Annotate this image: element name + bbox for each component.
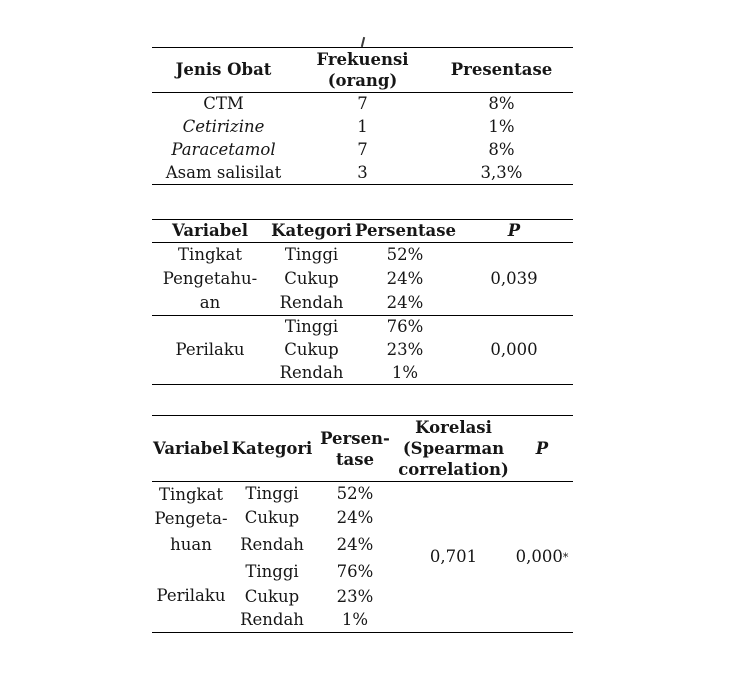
cell-kategori: Tinggi bbox=[284, 244, 339, 264]
table-row bbox=[152, 316, 573, 339]
column-header-kategori: Kategori bbox=[230, 416, 314, 482]
cell-frequency: 1 bbox=[357, 117, 368, 136]
header-line-orang: (orang) bbox=[327, 71, 398, 90]
column-header-persentase bbox=[314, 416, 396, 482]
cell-persentase: 52% bbox=[336, 483, 374, 503]
table-row-asam-salisilat bbox=[152, 162, 573, 185]
cell-persentase: 76% bbox=[355, 316, 455, 339]
column-header-jenis-obat: Jenis Obat bbox=[152, 48, 295, 93]
column-header-p: P bbox=[511, 416, 573, 482]
cell-kategori: Tinggi bbox=[245, 562, 299, 581]
cell-frequency: 3 bbox=[357, 162, 368, 182]
drug-table-body bbox=[152, 93, 573, 185]
cell-persentase: 52% bbox=[386, 244, 424, 264]
cell-drug-name: Paracetamol bbox=[171, 140, 276, 159]
cell-kategori: Cukup bbox=[284, 268, 339, 288]
correlation-table bbox=[152, 415, 573, 633]
cell-drug-name: Asam salisilat bbox=[165, 162, 282, 182]
cell-kategori: Rendah bbox=[279, 293, 344, 313]
cell-variable-perilaku: Perilaku bbox=[156, 585, 226, 605]
variable-line: Tingkat bbox=[159, 484, 223, 504]
header-line: (Spearman bbox=[402, 439, 505, 458]
cell-frequency: 7 bbox=[357, 140, 368, 159]
column-header-frekuensi bbox=[295, 48, 430, 93]
cell-percentage: 3,3% bbox=[480, 162, 523, 182]
cell-persentase: 24% bbox=[386, 268, 424, 288]
header-line: correlation) bbox=[398, 460, 509, 479]
header-line-frekuensi: Frekuensi bbox=[316, 50, 409, 69]
correlation-table-header bbox=[152, 416, 573, 482]
table-row bbox=[152, 482, 573, 506]
cell-drug-name: Cetirizine bbox=[182, 117, 265, 136]
cell-kategori: Rendah bbox=[240, 610, 304, 630]
cell-kategori: Cukup bbox=[284, 340, 339, 359]
stray-tick-mark bbox=[361, 37, 365, 47]
table-row bbox=[152, 243, 573, 267]
cell-p-value: 0,039 bbox=[490, 269, 538, 288]
variable-line: Tingkat bbox=[178, 245, 242, 264]
table-row-paracetamol bbox=[152, 139, 573, 162]
header-row bbox=[152, 48, 573, 93]
cell-kategori: Cukup bbox=[244, 586, 300, 606]
table-row-cetirizine bbox=[152, 116, 573, 139]
cell-drug-name: CTM bbox=[203, 94, 244, 114]
cell-persentase: 1% bbox=[341, 610, 369, 630]
cell-p-value bbox=[511, 482, 573, 633]
column-header-presentase: Presentase bbox=[430, 48, 573, 93]
table-row-ctm bbox=[152, 93, 573, 116]
variable-line: huan bbox=[170, 534, 212, 554]
cell-percentage: 8% bbox=[488, 94, 515, 114]
cell-variable-perilaku: Perilaku bbox=[152, 316, 268, 385]
cell-persentase: 1% bbox=[391, 362, 419, 382]
header-row bbox=[152, 416, 573, 482]
variable-line: an bbox=[199, 293, 221, 312]
cell-persentase: 24% bbox=[336, 507, 374, 527]
column-header-p: P bbox=[455, 220, 573, 243]
cell-variable-pengetahuan bbox=[152, 243, 268, 316]
cell-persentase: 24% bbox=[386, 293, 424, 313]
p-value-text: 0,000 bbox=[515, 547, 563, 566]
cell-kategori: Tinggi bbox=[245, 483, 299, 503]
column-header-persentase: Persentase bbox=[355, 220, 455, 243]
variable-percentage-table bbox=[152, 219, 573, 385]
cell-percentage: 1% bbox=[488, 117, 515, 136]
cell-kategori: Rendah bbox=[240, 534, 304, 554]
cell-persentase: 24% bbox=[336, 534, 374, 554]
variable-table-body bbox=[152, 243, 573, 385]
column-header-variabel: Variabel bbox=[152, 220, 268, 243]
cell-kategori: Rendah bbox=[279, 362, 344, 382]
header-line: Persen- bbox=[320, 428, 390, 448]
variable-table-header bbox=[152, 220, 573, 243]
drug-table-header bbox=[152, 48, 573, 93]
cell-kategori: Tinggi bbox=[268, 316, 355, 339]
column-header-variabel: Variabel bbox=[152, 416, 230, 482]
header-row bbox=[152, 220, 573, 243]
header-line: Korelasi bbox=[415, 418, 492, 437]
cell-persentase: 76% bbox=[336, 562, 374, 581]
cell-variable-pengetahuan bbox=[152, 482, 230, 560]
cell-persentase: 23% bbox=[386, 340, 424, 359]
cell-korelasi-value: 0,701 bbox=[429, 547, 478, 566]
correlation-table-body bbox=[152, 482, 573, 633]
column-header-korelasi bbox=[396, 416, 511, 482]
cell-frequency: 7 bbox=[357, 94, 368, 114]
cell-percentage: 8% bbox=[488, 140, 515, 159]
header-line: tase bbox=[335, 449, 375, 469]
drug-frequency-table bbox=[152, 47, 573, 185]
variable-line: Pengetahu- bbox=[162, 269, 258, 288]
variable-line: Pengeta- bbox=[154, 508, 228, 528]
column-header-kategori: Kategori bbox=[268, 220, 355, 243]
cell-p-value: 0,000 bbox=[455, 316, 573, 385]
significance-asterisk: * bbox=[562, 551, 569, 564]
cell-kategori: Cukup bbox=[244, 507, 300, 527]
cell-persentase: 23% bbox=[336, 586, 374, 606]
